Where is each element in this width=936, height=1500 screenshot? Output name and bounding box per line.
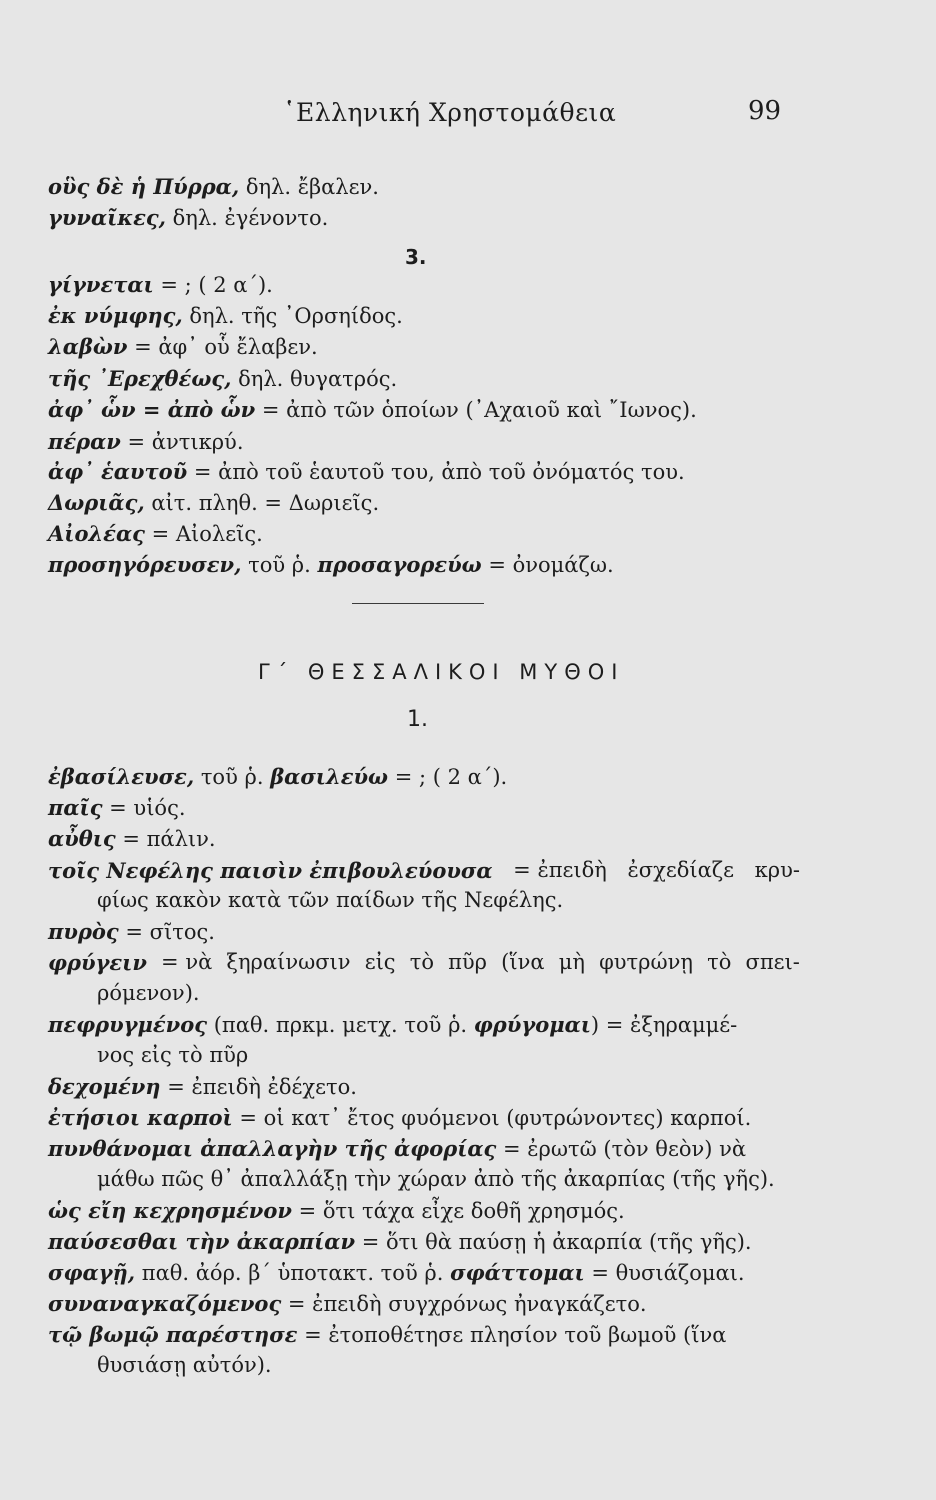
- gloss-definition: = πάλιν.: [115, 827, 216, 851]
- gloss-continuation: νος εἰς τὸ πῦρ: [97, 1043, 249, 1067]
- gloss-word: κρυ-: [754, 858, 800, 882]
- gloss-line: [48, 1136, 800, 1161]
- gloss-definition: = ; ( 2 α΄).: [388, 765, 508, 789]
- gloss-word: φυτρώνῃ: [599, 950, 693, 974]
- gloss-line: [48, 490, 800, 515]
- gloss-term: αὖθις: [48, 826, 116, 851]
- gloss-definition: = ; ( 2 α΄).: [153, 273, 273, 297]
- gloss-term: παύσεσθαι τὴν ἀκαρπίαν: [48, 1229, 356, 1254]
- gloss-line: [48, 521, 800, 546]
- gloss-term: ἐβασίλευσε,: [48, 764, 195, 789]
- gloss-line: [48, 1322, 800, 1347]
- gloss-definition: = ἀφ᾿ οὗ ἔλαβεν.: [127, 335, 318, 359]
- gloss-definition: τοῦ ῥ.: [194, 765, 271, 789]
- gloss-term: τῆς ᾿Ερεχθέως,: [48, 366, 232, 391]
- gloss-continuation: μάθω πῶς θ᾿ ἀπαλλάξῃ τὴν χώραν ἀπὸ τῆς ἀκαρπίας (τῆς γῆς).: [97, 1167, 775, 1191]
- gloss-definition: = οἱ κατ᾿ ἔτος φυόμενοι (φυτρώνοντες) καρποί.: [232, 1106, 752, 1130]
- gloss-definition: = Αἰολεῖς.: [144, 522, 263, 546]
- gloss-term: γυναῖκες,: [48, 205, 166, 230]
- gloss-definition: αἰτ. πληθ. = Δωριεῖς.: [144, 491, 380, 515]
- page-number: 99: [748, 96, 782, 126]
- gloss-term: ὡς εἴη κεχρησμένον: [48, 1198, 292, 1223]
- gloss-line: [48, 1012, 800, 1037]
- gloss-definition: = θυσιάζομαι.: [584, 1261, 745, 1285]
- gloss-definition: = ἐπειδὴ ἐδέχετο.: [160, 1075, 357, 1099]
- gloss-line: [48, 552, 800, 577]
- gloss-line: [48, 334, 800, 359]
- gloss-line: [48, 826, 800, 851]
- gloss-line: [48, 795, 800, 820]
- gloss-line: [48, 950, 800, 975]
- gloss-term: ἀφ᾿ ὧν = ἀπὸ ὧν: [48, 397, 256, 422]
- gloss-term: τῷ βωμῷ παρέστησε: [48, 1322, 298, 1347]
- gloss-line: [48, 919, 800, 944]
- gloss-term: σφαγῇ,: [48, 1260, 136, 1285]
- gloss-word: εἰς: [364, 950, 396, 974]
- gloss-line: [48, 1105, 800, 1130]
- gloss-line: [48, 1198, 800, 1223]
- gloss-definition: = ἀπὸ τοῦ ἑαυτοῦ του, ἀπὸ τοῦ ὀνόματός του.: [187, 460, 685, 484]
- gloss-term: συναναγκαζόμενος: [48, 1291, 282, 1316]
- chapter-heading: Γ΄ ΘΕΣΣΑΛΙΚΟΙ ΜΥΘΟΙ: [258, 660, 625, 684]
- gloss-line: [48, 366, 800, 391]
- gloss-line: [48, 397, 800, 422]
- gloss-term: πέραν: [48, 429, 121, 454]
- gloss-definition: = σῖτος.: [118, 920, 215, 944]
- gloss-definition: δηλ. ἔβαλεν.: [239, 175, 379, 199]
- gloss-term: πεφρυγμένος: [48, 1012, 208, 1037]
- gloss-word: τὸ: [409, 950, 434, 974]
- gloss-term: φρύγειν: [48, 950, 147, 975]
- gloss-line: [48, 429, 800, 454]
- gloss-line: [48, 1229, 800, 1254]
- gloss-line: [48, 205, 800, 230]
- gloss-definition: ) = ἐξηραμμέ-: [590, 1013, 738, 1037]
- gloss-word: τὸ: [707, 950, 732, 974]
- gloss-definition: δηλ. τῆς ᾿Ορσηίδος.: [182, 304, 403, 328]
- gloss-definition: = ἐπειδὴ συγχρόνως ἠναγκάζετο.: [281, 1292, 647, 1316]
- gloss-term: ἀφ᾿ ἑαυτοῦ: [48, 459, 188, 484]
- gloss-word: ἐσχεδίαζε: [627, 858, 735, 882]
- gloss-word: σπει-: [745, 950, 800, 974]
- gloss-definition: τοῦ ῥ.: [241, 553, 318, 577]
- gloss-definition: = ὅτι θὰ παύσῃ ἡ ἀκαρπία (τῆς γῆς).: [355, 1230, 752, 1254]
- gloss-definition: = ἐτοποθέτησε πλησίον τοῦ βωμοῦ (ἵνα: [297, 1323, 727, 1347]
- gloss-word: πῦρ: [448, 950, 488, 974]
- gloss-term: ἐκ νύμφης,: [48, 303, 183, 328]
- running-header: ῾Ελληνική Χρηστομάθεια: [283, 98, 617, 127]
- gloss-term: βασιλεύω: [270, 764, 389, 789]
- gloss-definition: = ὀνομάζω.: [481, 553, 614, 577]
- gloss-line: [48, 1291, 800, 1316]
- gloss-term: πυνθάνομαι ἀπαλλαγὴν τῆς ἀφορίας: [48, 1136, 497, 1161]
- section-divider: [352, 603, 484, 604]
- section-number: 1.: [407, 707, 428, 732]
- gloss-definition: = ἀπὸ τῶν ὁποίων (᾿Αχαιοῦ καὶ ῎Ιωνος).: [255, 398, 697, 422]
- gloss-term: Αἰολέας: [48, 521, 145, 546]
- gloss-continuation: ρόμενον).: [97, 981, 200, 1005]
- gloss-term: προσαγορεύω: [317, 552, 482, 577]
- gloss-word: = νὰ: [161, 950, 213, 974]
- gloss-word: = ἐπειδὴ: [513, 858, 607, 882]
- gloss-definition: = ἀντικρύ.: [120, 430, 244, 454]
- gloss-term: προσηγόρευσεν,: [48, 552, 242, 577]
- gloss-term: λαβὼν: [48, 334, 128, 359]
- gloss-line: [48, 303, 800, 328]
- gloss-continuation: φίως κακὸν κατὰ τῶν παίδων τῆς Νεφέλης.: [97, 888, 564, 912]
- gloss-term: τοῖς Νεφέλης παισὶν ἐπιβουλεύουσα: [48, 858, 493, 883]
- gloss-term: ἐτήσιοι καρποὶ: [48, 1105, 233, 1130]
- gloss-continuation: θυσιάσῃ αὐτόν).: [97, 1353, 272, 1377]
- gloss-term: παῖς: [48, 795, 103, 820]
- section-number: 3.: [405, 245, 427, 269]
- gloss-line: [48, 459, 800, 484]
- gloss-term: φρύγομαι: [473, 1012, 591, 1037]
- gloss-definition: = υἱός.: [102, 796, 186, 820]
- gloss-word: (ἵνα: [501, 950, 545, 974]
- gloss-definition: = ἐρωτῶ (τὸν θεὸν) νὰ: [496, 1137, 747, 1161]
- gloss-term: σφάττομαι: [450, 1260, 585, 1285]
- gloss-definition: δηλ. ἐγένοντο.: [165, 206, 329, 230]
- gloss-definition: = ὅτι τάχα εἶχε δοθῆ χρησμός.: [291, 1199, 625, 1223]
- gloss-line: [48, 272, 800, 297]
- gloss-definition: παθ. ἀόρ. β΄ ὑποτακτ. τοῦ ῥ.: [135, 1261, 451, 1285]
- gloss-definition: δηλ. θυγατρός.: [231, 367, 398, 391]
- gloss-word: μὴ: [558, 950, 585, 974]
- gloss-term: Δωριᾶς,: [48, 490, 145, 515]
- gloss-term: δεχομένη: [48, 1074, 161, 1099]
- gloss-term: οὓς δὲ ἡ Πύρρα,: [48, 174, 240, 199]
- gloss-line: [48, 1260, 800, 1285]
- gloss-line: [48, 174, 800, 199]
- gloss-definition: (παθ. πρκμ. μετχ. τοῦ ῥ.: [207, 1013, 474, 1037]
- gloss-word: ξηραίνωσιν: [226, 950, 351, 974]
- gloss-line: [48, 858, 800, 883]
- gloss-term: πυρὸς: [48, 919, 119, 944]
- gloss-line: [48, 764, 800, 789]
- gloss-term: γίγνεται: [48, 272, 154, 297]
- gloss-line: [48, 1074, 800, 1099]
